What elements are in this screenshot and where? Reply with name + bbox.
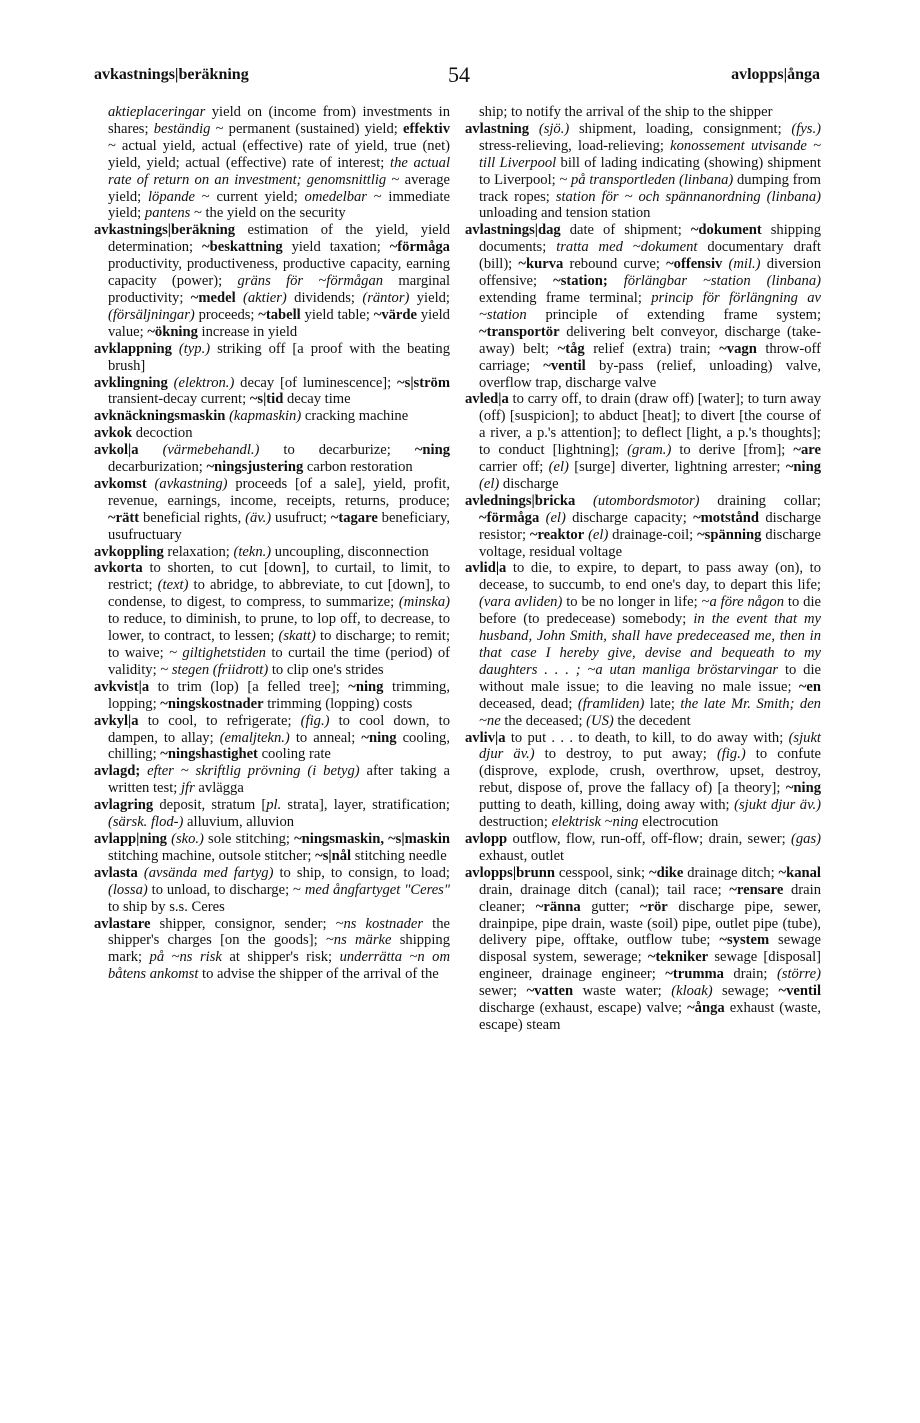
definition-text: deposit, stratum [ xyxy=(153,797,267,814)
headword: ~beskattning xyxy=(202,239,283,256)
headword: ~offensiv xyxy=(666,256,723,273)
definition-text: to die without male issue; to die leaving no male issue; xyxy=(479,661,821,695)
italic-label: the late Mr. Smith; den ~ne xyxy=(479,695,821,729)
left-column xyxy=(94,104,450,983)
definition-text: relief (extra) train; xyxy=(584,340,720,357)
dictionary-entry xyxy=(94,375,450,409)
definition-text: throw-off carriage; xyxy=(479,340,822,374)
definition-text: to carry off, to drain (draw off) [water]; to turn away (off) [suspicion]; to abduct [heat]; to divert [the course of a river, a p.'s attention]; to deflect [light, a p.'s thoughts]; to conduct [lightning]; xyxy=(479,391,821,459)
dictionary-entry-continuation xyxy=(94,104,450,222)
headword: ~kurva xyxy=(518,256,564,273)
dictionary-entry xyxy=(465,560,821,729)
dictionary-entry xyxy=(94,916,450,984)
italic-label: (minska) xyxy=(398,594,450,611)
definition-text: shipment, loading, consignment; xyxy=(569,120,792,137)
definition-text: to shorten, to cut [down], to curtail, to limit, to restrict; xyxy=(108,560,450,594)
definition-text: to curtail the time (period) of validity; xyxy=(108,645,450,678)
headword: avlastare xyxy=(94,915,151,932)
definition-text: draining collar; xyxy=(699,492,821,509)
definition-text: discharge xyxy=(499,475,559,492)
definition-text: decay time xyxy=(283,391,351,408)
definition-text: yield; xyxy=(409,289,450,306)
headword: ~ning xyxy=(414,442,450,459)
definition-text: the deceased; xyxy=(500,712,587,729)
definition-text: to die, to expire, to depart, to pass away (on), to decease, to succumb, to end one's day, to depart this life; xyxy=(479,560,821,594)
definition-text: to put . . . to death, to kill, to do away with; xyxy=(505,729,789,746)
definition-text: yield on (income from) investments in shares; xyxy=(108,104,450,137)
headword: ~transportör xyxy=(479,323,560,340)
headword: ~ningsmaskin, xyxy=(294,830,384,847)
definition-text: dividends; xyxy=(286,289,363,306)
headword: ~tekniker xyxy=(647,949,709,966)
italic-label: ~ giltighetstiden xyxy=(169,645,266,661)
dictionary-entry xyxy=(465,493,821,561)
definition-text: exhaust (waste, escape) steam xyxy=(479,1000,821,1033)
italic-label: (fig.) xyxy=(716,746,746,763)
italic-label: (aktier) xyxy=(243,289,287,306)
headword: ~ningshastighet xyxy=(160,746,258,763)
italic-label: elektrisk ~ning xyxy=(551,814,639,831)
definition-text: drainage-coil; xyxy=(608,526,698,543)
definition-text: shipping mark; xyxy=(108,932,450,966)
italic-label: jfr xyxy=(180,780,195,797)
page-number: 54 xyxy=(448,62,470,87)
headword: ~ventil xyxy=(778,983,821,1000)
definition-text: ~ immediate yield; xyxy=(108,188,450,222)
definition-text: ~ average yield; xyxy=(108,171,450,205)
headword: ~tåg xyxy=(557,340,585,357)
definition-text: documentary draft (bill); xyxy=(479,239,821,273)
italic-label: (el) xyxy=(545,509,566,526)
headword: ~ningskostnader xyxy=(160,695,264,712)
definition-text xyxy=(139,442,163,458)
italic-label: (skatt) xyxy=(278,628,316,645)
italic-label: omedelbar xyxy=(304,188,367,205)
headword: ~ökning xyxy=(147,323,198,340)
italic-label: ~ns märke xyxy=(325,932,392,949)
definition-text xyxy=(608,273,624,289)
definition-text: rebound curve; xyxy=(563,256,667,273)
headword: ~ning xyxy=(361,729,397,746)
headword: avlednings|bricka xyxy=(465,492,576,509)
italic-label: (elektron.) xyxy=(173,374,235,391)
italic-label: (vara avliden) xyxy=(479,594,563,611)
italic-label: (gas) xyxy=(791,830,821,847)
dictionary-entry xyxy=(465,222,821,391)
definition-text xyxy=(236,290,243,306)
definition-text: unloading and tension station xyxy=(479,205,651,222)
dictionary-entry xyxy=(94,797,450,831)
dictionary-entry xyxy=(465,831,821,865)
definition-text: drain; xyxy=(723,966,777,983)
definition-text: to reduce, to diminish, to prune, to lop off, to decrease, to lower, to contract, to lessen; xyxy=(108,611,450,645)
headword: ~s|ström xyxy=(397,374,450,391)
definition-text: marginal productivity; xyxy=(108,273,451,306)
definition-text: increase in yield xyxy=(197,323,298,340)
dictionary-entry xyxy=(465,730,821,831)
definition-text: to abridge, to abbreviate, to cut [down], to condense, to digest, to compress, to summarize; xyxy=(108,577,451,611)
italic-label: princip för förlängning av ~station xyxy=(479,289,821,323)
headword: avkoppling xyxy=(94,543,164,560)
italic-label: (framliden) xyxy=(577,695,645,712)
italic-label: (kapmaskin) xyxy=(229,408,302,425)
definition-text: to discharge; to remit; to waive; xyxy=(108,628,450,661)
dictionary-entry xyxy=(94,831,450,865)
right-column xyxy=(465,104,821,1034)
definition-text: after taking a written test; xyxy=(108,763,450,797)
italic-label: the actual rate of return on an investment; genomsnittlig xyxy=(108,154,450,188)
definition-text: stress-relieving, load-relieving; xyxy=(479,137,671,154)
headword: avkorta xyxy=(94,560,143,577)
definition-text: sewage; xyxy=(712,983,779,1000)
definition-text xyxy=(529,121,539,137)
headword: ~värde xyxy=(373,306,417,323)
definition-text: to advise the shipper of the arrival of the xyxy=(198,966,439,983)
definition-text: ~ the yield on the security xyxy=(190,205,346,222)
dictionary-entry xyxy=(94,222,450,340)
headword: ~dike xyxy=(649,864,684,881)
headword: ~förmåga xyxy=(389,239,450,256)
italic-label: (el) xyxy=(548,459,569,476)
italic-label: (el) xyxy=(479,475,500,492)
headword: ~trumma xyxy=(665,966,724,983)
definition-text: gutter; xyxy=(580,898,640,915)
headword: ~system xyxy=(719,932,770,949)
headword: avklappning xyxy=(94,340,172,357)
italic-label: (sjö.) xyxy=(538,120,570,137)
headword: ~dokument xyxy=(690,222,762,239)
headword: ~are xyxy=(793,442,821,459)
dictionary-entry xyxy=(94,865,450,916)
headword: avlagd; xyxy=(94,763,141,780)
definition-text: to confute (disprove, explode, crush, overthrow, upset, destroy, rebut, dispose of, prove the fallacy of) [a theory]; xyxy=(479,746,821,797)
definition-text: sewage disposal system, sewerage; xyxy=(479,932,821,966)
definition-text: at shipper's risk; xyxy=(221,949,340,966)
definition-text: carbon restoration xyxy=(303,459,413,476)
dictionary-entry-continuation xyxy=(465,104,821,121)
headword: ~tagare xyxy=(330,509,378,526)
dictionary-entry xyxy=(94,442,450,476)
definition-text: to unload, to discharge; ~ xyxy=(147,881,305,898)
italic-label: (text) xyxy=(157,577,189,594)
definition-text: to be no longer in life; xyxy=(562,594,702,611)
dictionary-entry xyxy=(94,425,450,442)
definition-text: strata], layer, stratification; xyxy=(281,797,450,814)
page-header xyxy=(94,62,820,90)
dictionary-entry xyxy=(94,476,450,544)
italic-label: station för ~ och spännanordning (linbana) xyxy=(555,188,821,205)
italic-label: ~ns kostnader xyxy=(335,915,424,932)
headword: avkol|a xyxy=(94,442,139,459)
definition-text: to ship by s.s. Ceres xyxy=(108,898,225,915)
definition-text: beneficiary, usufructuary xyxy=(108,509,450,543)
definition-text: discharge capacity; xyxy=(565,509,694,526)
definition-text: productivity, productiveness, productive capacity, earning capacity (power); xyxy=(108,256,450,290)
italic-label: beständig xyxy=(153,120,211,137)
definition-text: waste water; xyxy=(573,983,672,1000)
headword: avlagring xyxy=(94,797,154,814)
definition-text: cooling rate xyxy=(257,746,331,763)
definition-text xyxy=(172,341,179,357)
definition-text: delivering belt conveyor, discharge (take-away) belt; xyxy=(479,323,821,357)
definition-text: to trim (lop) [a felled tree]; xyxy=(149,678,349,695)
headword: ~ning xyxy=(348,678,384,695)
header-right-guide-word: avlopps|ånga xyxy=(731,66,820,83)
headword: ~spänning xyxy=(697,526,762,543)
definition-text: shipper, consignor, sender; xyxy=(150,915,336,932)
definition-text: discharge pipe, sewer, drainpipe, pipe drain, waste (soil) pipe, outlet pipe (tube), delivery pipe, offtake, outflow tube; xyxy=(479,898,821,949)
definition-text: usufruct; xyxy=(271,509,331,526)
definition-text: avlägga xyxy=(194,780,244,797)
headword: ~kanal xyxy=(778,864,821,881)
definition-text: cooling, chilling; xyxy=(108,729,450,763)
definition-text: dumping from track ropes; xyxy=(479,171,821,205)
definition-text: outflow, flow, run-off, off-flow; drain, sewer; xyxy=(507,830,791,847)
definition-text: to decarburize; xyxy=(259,442,415,459)
dictionary-entry xyxy=(465,121,821,222)
definition-text: trimming, lopping; xyxy=(108,678,450,712)
headword: ~rör xyxy=(639,898,668,915)
italic-label: konossement utvisande ~ till Liverpool xyxy=(479,137,821,171)
italic-label: förlängbar ~station (linbana) xyxy=(623,273,821,290)
italic-label: aktieplaceringar xyxy=(108,104,206,120)
italic-label: (mil.) xyxy=(728,256,761,273)
definition-text: ~ current yield; xyxy=(195,188,305,205)
headword: ~motstånd xyxy=(693,509,760,526)
italic-label: (sjukt djur äv.) xyxy=(734,797,821,814)
definition-text: ~ actual yield, actual (effective) rate of yield, true (net) yield, yield; actual (effective) rate of interest; xyxy=(108,137,450,171)
definition-text: by-pass (relief, unloading) valve, overflow trap, discharge valve xyxy=(479,357,821,391)
italic-label: (fys.) xyxy=(791,120,821,137)
definition-text: ~ permanent (sustained) yield; xyxy=(210,120,403,137)
italic-label: (typ.) xyxy=(178,340,211,357)
definition-text: estimation of the yield, yield determination; xyxy=(108,222,450,256)
headword: ~rätt xyxy=(108,509,140,526)
definition-text: discharge resistor; xyxy=(479,509,821,543)
headword: ~station; xyxy=(553,273,608,290)
italic-label: (äv.) xyxy=(245,509,272,526)
italic-label: (fig.) xyxy=(300,712,330,729)
headword: effektiv xyxy=(402,120,450,137)
headword: ~medel xyxy=(190,289,236,306)
definition-text: decay [of luminescence]; xyxy=(234,374,398,391)
headword: ~rensare xyxy=(729,881,784,898)
italic-label: (särsk. flod-) xyxy=(108,814,184,831)
definition-text: deceased, dead; xyxy=(479,695,578,712)
italic-label: (avkastning) xyxy=(154,475,228,492)
dictionary-entry xyxy=(94,763,450,797)
definition-text: extending frame terminal; xyxy=(479,289,652,306)
definition-text: putting to death, killing, doing away with; xyxy=(479,797,735,814)
definition-text: transient-decay current; xyxy=(108,391,250,408)
definition-text: to ship, to consign, to load; xyxy=(273,864,450,881)
definition-text: sewage [disposal] engineer, drainage engineer; xyxy=(479,949,821,983)
dictionary-entry xyxy=(94,560,450,678)
definition-text: to destroy, to put away; xyxy=(534,746,717,763)
headword: avlastnings|dag xyxy=(465,222,561,239)
italic-label: (emaljtekn.) xyxy=(219,729,290,746)
definition-text: alluvium, alluvion xyxy=(183,814,295,831)
header-left-guide-word: avkastnings|beräkning xyxy=(94,66,249,83)
definition-text: exhaust, outlet xyxy=(479,847,565,864)
italic-label: (US) xyxy=(586,712,614,729)
headword: ~ningsjustering xyxy=(206,459,304,476)
headword: avkomst xyxy=(94,475,147,492)
headword: avliv|a xyxy=(465,729,506,746)
headword: avlid|a xyxy=(465,560,507,577)
definition-text: beneficial rights, xyxy=(139,509,246,526)
italic-label: (värmebehandl.) xyxy=(162,442,260,459)
definition-text: sole stitching; xyxy=(203,830,295,847)
italic-label: (gram.) xyxy=(627,442,672,459)
definition-text: diversion offensive; xyxy=(479,256,822,290)
headword: ~ning xyxy=(785,780,821,797)
definition-text: decarburization; xyxy=(108,459,207,476)
headword: ~en xyxy=(798,678,821,695)
headword: avlastning xyxy=(465,120,530,137)
italic-label: (el) xyxy=(588,526,609,543)
definition-text: carrier off; xyxy=(479,459,549,476)
definition-text: cracking machine xyxy=(301,408,409,425)
headword: avklingning xyxy=(94,374,168,391)
definition-text: discharge (exhaust, escape) valve; xyxy=(479,1000,688,1017)
definition-text: to anneal; xyxy=(289,729,362,746)
dictionary-entry xyxy=(94,679,450,713)
definition-text: proceeds [of a sale], yield, profit, revenue, earnings, income, receipts, returns, produce; xyxy=(108,475,450,509)
italic-label: med ångfartyget "Ceres" xyxy=(304,881,450,898)
italic-label: tratta med ~dokument xyxy=(556,239,698,256)
definition-text: stitching machine, outsole stitcher; xyxy=(108,847,316,864)
definition-text: stitching needle xyxy=(351,847,447,864)
headword: ~s|maskin xyxy=(388,830,450,847)
headword: avkastnings|beräkning xyxy=(94,222,236,239)
italic-label: pl. xyxy=(266,797,282,814)
headword: ~vagn xyxy=(719,340,757,357)
definition-text: the decedent xyxy=(613,712,691,729)
headword: ~ventil xyxy=(543,357,586,374)
definition-text: striking off [a proof with the beating brush] xyxy=(108,340,450,374)
italic-label: underrätta ~n om båtens ankomst xyxy=(108,949,450,983)
definition-text: shipping documents; xyxy=(479,222,822,256)
dictionary-entry xyxy=(94,408,450,425)
italic-label: (avsända med fartyg) xyxy=(143,864,274,881)
italic-label: på ~ns risk xyxy=(149,949,222,966)
headword: avlopps|brunn xyxy=(465,864,556,881)
definition-text: proceeds; xyxy=(194,306,259,323)
definition-text: drainage ditch; xyxy=(683,864,779,881)
headword: ~s|nål xyxy=(315,847,352,864)
definition-text: sewer; xyxy=(479,983,527,1000)
definition-text: to cool, to refrigerate; xyxy=(138,712,301,729)
dictionary-entry xyxy=(465,391,821,492)
italic-label: (kloak) xyxy=(671,983,713,1000)
italic-label: ~ stegen (friidrott) xyxy=(160,661,269,678)
definition-text: [surge] diverter, lightning arrester; xyxy=(568,459,786,476)
definition-text: late; xyxy=(644,695,681,712)
headword: avkvist|a xyxy=(94,678,150,695)
definition-text: principle of extending frame system; xyxy=(526,306,821,323)
definition-text: uncoupling, disconnection xyxy=(271,543,429,560)
definition-text: trimming (lopping) costs xyxy=(263,695,413,712)
headword: avknäckningsmaskin xyxy=(94,408,226,425)
italic-label: ~ på transportleden (linbana) xyxy=(559,171,734,188)
definition-text: to cool down, to dampen, to allay; xyxy=(108,712,450,746)
headword: ~s|tid xyxy=(249,391,284,408)
headword: avkok xyxy=(94,425,133,442)
definition-text: to die before (to predecease) somebody; xyxy=(479,594,821,628)
dictionary-entry xyxy=(94,713,450,764)
definition-text: ship; to notify the arrival of the ship to the shipper xyxy=(479,104,773,120)
italic-label: (sjukt djur äv.) xyxy=(479,729,821,763)
headword: ~ånga xyxy=(687,1000,725,1017)
definition-text: to derive [from]; xyxy=(671,442,794,459)
definition-text: relaxation; xyxy=(163,543,234,560)
definition-text: drain cleaner; xyxy=(479,881,821,915)
headword: ~vatten xyxy=(526,983,574,1000)
headword: avkyl|a xyxy=(94,712,139,729)
headword: avled|a xyxy=(465,391,509,408)
italic-label: (sko.) xyxy=(171,830,204,847)
definition-text xyxy=(147,476,155,492)
italic-label: (lossa) xyxy=(108,881,148,898)
definition-text: bill of lading indicating (showing) shipment to Liverpool; xyxy=(479,154,821,188)
headword: ~ning xyxy=(785,459,821,476)
definition-text: the shipper's charges [on the goods]; xyxy=(108,915,450,949)
headword: ~reaktor xyxy=(529,526,585,543)
italic-label: ~a före någon xyxy=(701,594,784,611)
italic-label: (försäljningar) xyxy=(108,306,195,323)
italic-label: (tekn.) xyxy=(233,543,272,560)
definition-text: date of shipment; xyxy=(560,222,691,239)
definition-text: yield value; xyxy=(108,306,450,340)
dictionary-entry xyxy=(94,341,450,375)
headword: ~förmåga xyxy=(479,509,540,526)
definition-text: electrocution xyxy=(638,814,719,831)
headword: avlapp|ning xyxy=(94,830,167,847)
headword: ~ränna xyxy=(535,898,581,915)
italic-label: in the event that my husband, John Smith, shall have predeceased me, then in that case I hereby give, devise and bequeath to my daughters . . . ; ~a utan manliga bröstarvingar xyxy=(479,611,822,678)
italic-label: pantens xyxy=(144,205,191,222)
definition-text: cesspool, sink; xyxy=(555,864,649,881)
definition-text: discharge voltage, residual voltage xyxy=(479,526,821,560)
italic-label: efter ~ skriftlig prövning (i betyg) xyxy=(147,763,360,780)
italic-label: (större) xyxy=(776,966,821,983)
definition-text: yield taxation; xyxy=(282,239,390,256)
definition-text: yield table; xyxy=(300,306,374,323)
definition-text: to clip one's strides xyxy=(268,661,384,678)
dictionary-entry xyxy=(94,544,450,561)
definition-text: destruction; xyxy=(479,814,552,831)
definition-text: decoction xyxy=(132,425,193,442)
italic-label: löpande xyxy=(148,188,196,205)
headword: avlasta xyxy=(94,864,138,881)
italic-label: (räntor) xyxy=(362,289,410,306)
definition-text: drain, drainage ditch (canal); tail race; xyxy=(479,881,730,898)
headword: avlopp xyxy=(465,830,508,847)
italic-label: gräns för ~förmågan xyxy=(237,273,384,290)
definition-text xyxy=(575,493,593,509)
headword: ~tabell xyxy=(258,306,301,323)
italic-label: (utombordsmotor) xyxy=(593,492,700,509)
dictionary-entry xyxy=(465,865,821,1034)
